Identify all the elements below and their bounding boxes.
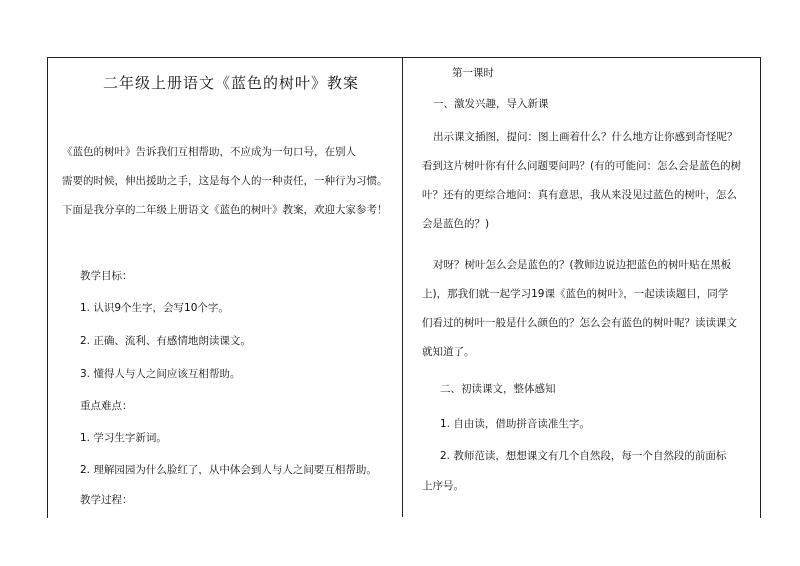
page-title: 二年级上册语文《蓝色的树叶》教案: [103, 74, 360, 92]
process-heading: 教学过程：: [80, 494, 133, 506]
para-line: 就知道了。: [422, 346, 475, 358]
section-heading: 二、初读课文，整体感知: [440, 383, 556, 395]
para-line: 叶？还有的更综合地问：真有意思，我从来没见过蓝色的树叶，怎么: [422, 189, 737, 201]
para-line: 上)，那我们就一起学习19课《蓝色的树叶》，一起读读题目，同学: [422, 288, 729, 300]
intro-line-3: 下面是我分享的二年级上册语文《蓝色的树叶》教案，欢迎大家参考！: [62, 204, 388, 216]
para-line: 看到这片树叶你有什么问题要问吗？(有的可能问：怎么会是蓝色的树: [422, 160, 742, 172]
step-item: 上序号。: [422, 480, 464, 492]
para-line: 会是蓝色的？): [422, 218, 490, 230]
para-line: 对呀？树叶怎么会是蓝色的？(教师边说边把蓝色的树叶贴在黑板: [433, 259, 732, 271]
lesson-heading: 第一课时: [452, 67, 494, 79]
key-item: 1. 学习生字新词。: [80, 432, 167, 444]
goal-item: 3. 懂得人与人之间应该互相帮助。: [80, 368, 241, 380]
key-item: 2. 理解园园为什么脸红了，从中体会到人与人之间要互相帮助。: [80, 464, 377, 476]
goals-heading: 教学目标：: [80, 270, 133, 282]
para-line: 们看过的树叶一般是什么颜色的？怎么会有蓝色的树叶呢？读读课文: [422, 317, 737, 329]
intro-line-2: 需要的时候，伸出援助之手，这是每个人的一种责任，一种行为习惯。: [62, 175, 388, 187]
step-item: 1. 自由读，借助拼音读准生字。: [440, 418, 590, 430]
para-line: 出示课文插图，提问：图上画着什么？什么地方让你感到奇怪呢？: [433, 131, 738, 143]
step-item: 2. 教师范读，想想课文有几个自然段，每一个自然段的前面标: [440, 450, 727, 462]
goal-item: 1. 认识9个生字，会写10个字。: [80, 302, 229, 314]
goal-item: 2. 正确、流利、有感情地朗读课文。: [80, 335, 251, 347]
key-heading: 重点难点：: [80, 400, 133, 412]
section-heading: 一、激发兴趣，导入新课: [433, 98, 549, 110]
intro-line-1: 《蓝色的树叶》告诉我们互相帮助，不应成为一句口号，在别人: [62, 146, 356, 158]
